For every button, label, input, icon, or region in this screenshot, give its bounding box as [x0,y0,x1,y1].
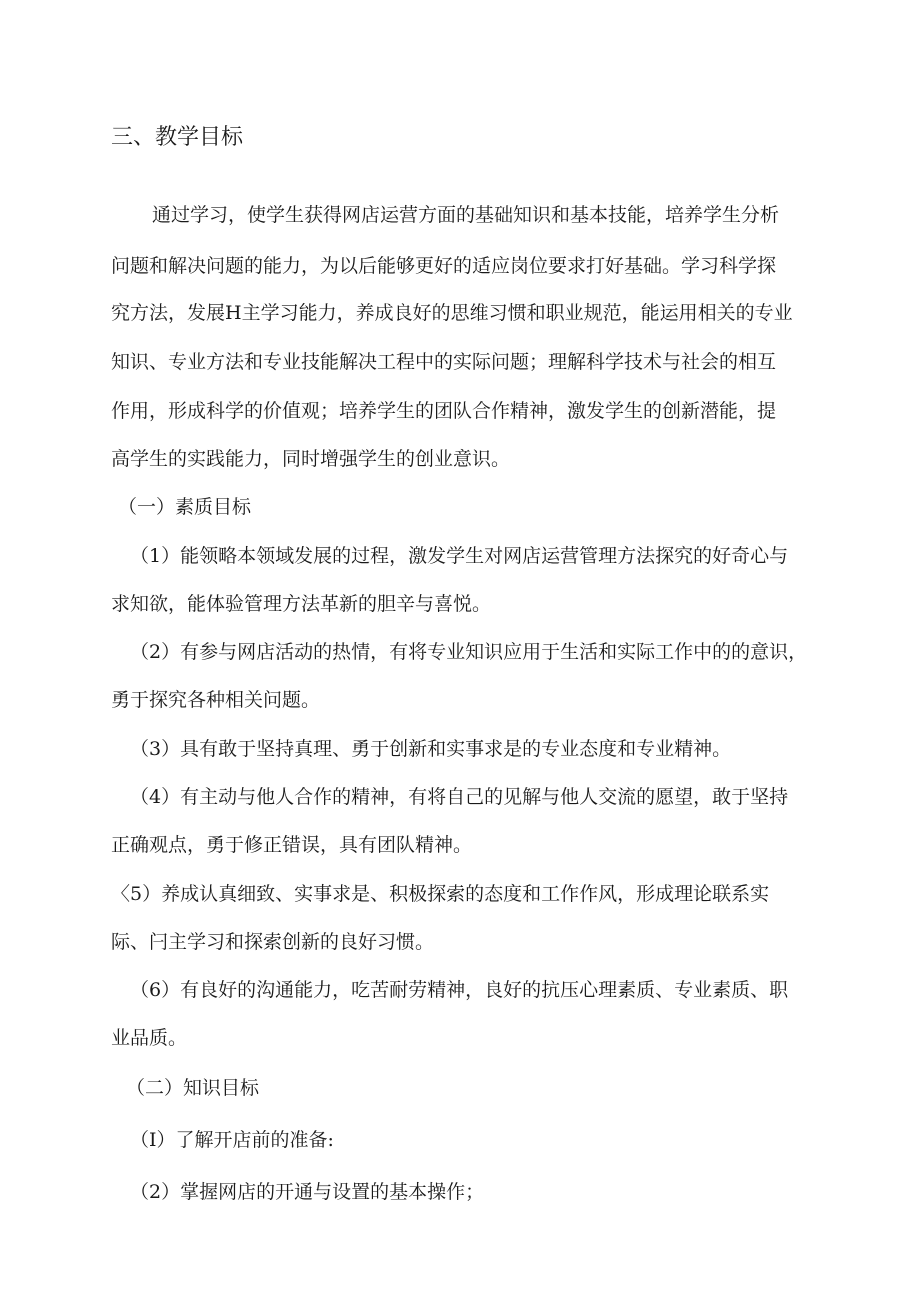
intro-line: 究方法，发展H主学习能力，养成良好的思维习惯和职业规范，能运用相关的专业 [111,302,793,324]
list-item: （2）掌握网店的开通与设置的基本操作； [130,1181,485,1203]
list-item: 勇于探究各种相关问题。 [111,689,321,711]
section-title-knowledge: （二）知识目标 [126,1077,260,1099]
list-item: （2）有参与网店活动的热情，有将专业知识应用于生活和实际工作中的的意识， [130,641,808,663]
list-item: （4）有主动与他人合作的精神，有将自己的见解与他人交流的愿望，敢于坚持 [130,786,789,808]
section-title-quality: （一）素质目标 [118,496,252,518]
list-item: 际、闩主学习和探索创新的良好习惯。 [111,931,435,953]
list-item: 〈5）养成认真细致、实事求是、积极探索的态度和工作作风，形成理论联系实 [111,883,770,905]
list-item: 业品质。 [111,1027,188,1049]
list-item: 正确观点，勇于修正错误，具有团队精神。 [111,834,473,856]
intro-line: 问题和解决问题的能力，为以后能够更好的适应岗位要求打好基础。学习科学探 [111,255,777,277]
list-item: （I）了解开店前的准备: [130,1129,334,1151]
intro-line: 通过学习，使学生获得网店运营方面的基础知识和基本技能，培养学生分析 [152,204,780,226]
list-item: 求知欲，能体验管理方法革新的胆辛与喜悦。 [111,593,492,615]
list-item: （6）有良好的沟通能力，吃苦耐劳精神，良好的抗压心理素质、专业素质、职 [130,979,789,1001]
page-title: 三、教学目标 [111,125,244,150]
list-item: （1）能领略本领域发展的过程，激发学生对网店运营管理方法探究的好奇心与 [130,545,789,567]
intro-line: 作用，形成科学的价值观；培养学生的团队合作精神，激发学生的创新潜能，提 [111,400,777,422]
list-item: （3）具有敢于坚持真理、勇于创新和实事求是的专业态度和专业精神。 [130,738,732,760]
intro-line: 高学生的实践能力，同时增强学生的创业意识。 [111,448,511,470]
intro-line: 知识、专业方法和专业技能解决工程中的实际问题；理解科学技术与社会的相互 [111,351,777,373]
